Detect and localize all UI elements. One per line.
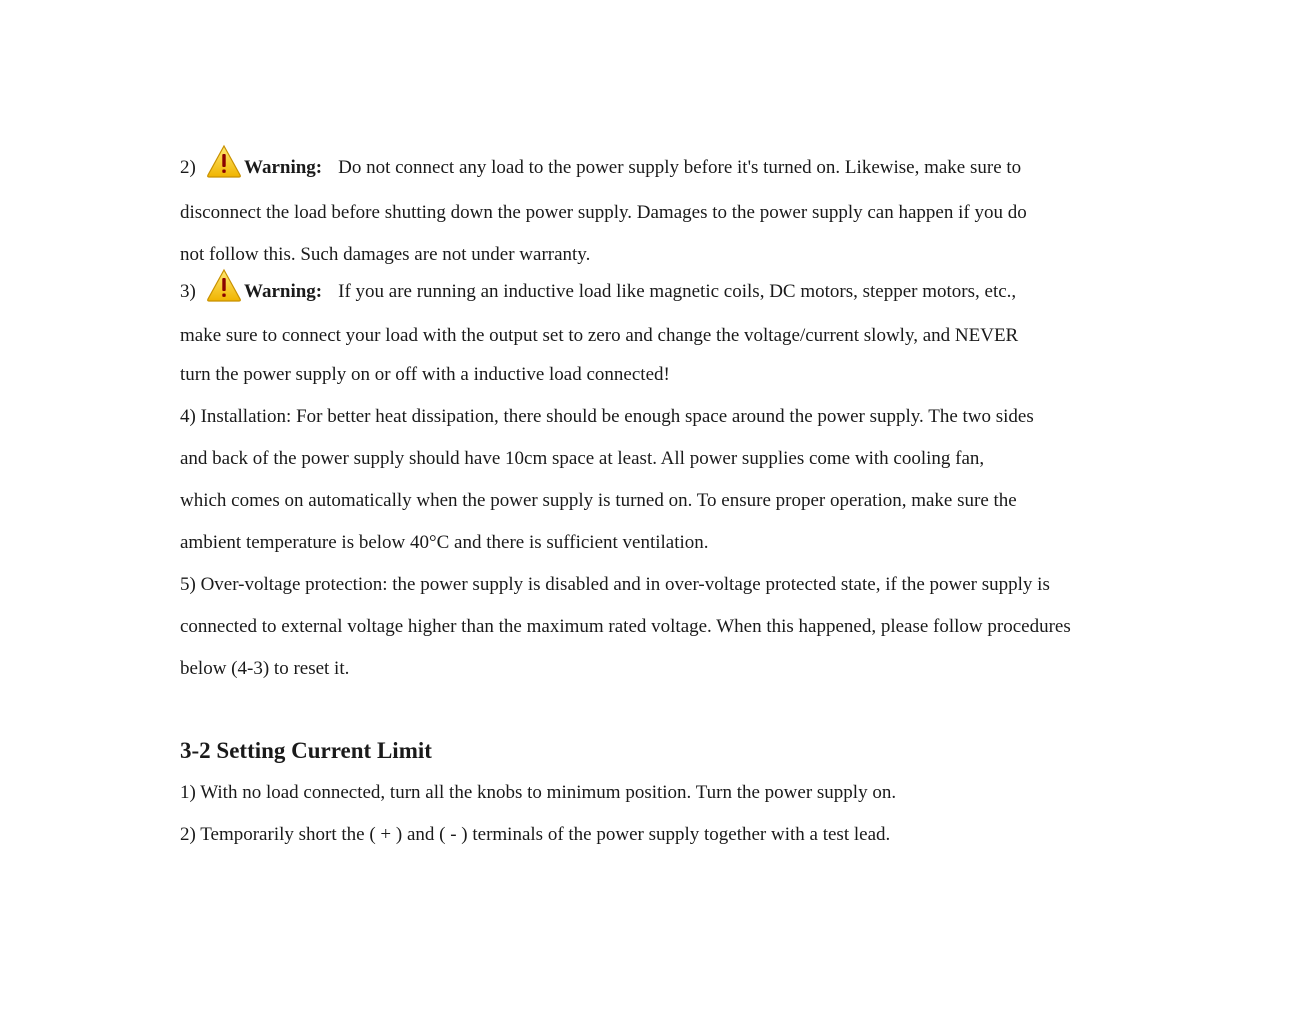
warning-triangle-icon bbox=[206, 268, 242, 302]
step-1: 1) With no load connected, turn all the knobs to minimum position. Turn the power supply on. bbox=[180, 782, 897, 803]
item3-line-3: turn the power supply on or off with a inductive load connected! bbox=[180, 364, 670, 385]
item4-line-4: ambient temperature is below 40°C and there is sufficient ventilation. bbox=[180, 532, 709, 553]
warning-triangle-icon bbox=[206, 144, 242, 178]
section-heading: 3-2 Setting Current Limit bbox=[180, 738, 432, 763]
item2-first-line bbox=[180, 146, 1021, 180]
item5-line-1: 5) Over-voltage protection: the power supply is disabled and in over-voltage protected state, if the power supply is bbox=[180, 574, 1050, 595]
item3-number: 3) bbox=[180, 281, 196, 302]
item3-warning-label: Warning: bbox=[244, 281, 323, 302]
item3-line-2: make sure to connect your load with the output set to zero and change the voltage/current slowly, and NEVER bbox=[180, 325, 1019, 346]
item2-number: 2) bbox=[180, 157, 196, 178]
item4-line-3: which comes on automatically when the power supply is turned on. To ensure proper operation, make sure the bbox=[180, 490, 1017, 511]
item3-line-1: If you are running an inductive load like magnetic coils, DC motors, stepper motors, etc., bbox=[338, 281, 1017, 302]
item2-line-1: Do not connect any load to the power supply before it's turned on. Likewise, make sure to bbox=[338, 157, 1022, 178]
item4-line-1: 4) Installation: For better heat dissipation, there should be enough space around the power supply. The two sides bbox=[180, 406, 1034, 427]
item5-line-2: connected to external voltage higher than the maximum rated voltage. When this happened, please follow procedures bbox=[180, 616, 1071, 637]
item2-line-3: not follow this. Such damages are not under warranty. bbox=[180, 244, 591, 265]
item5-line-3: below (4-3) to reset it. bbox=[180, 658, 350, 679]
item4-line-2: and back of the power supply should have 10cm space at least. All power supplies come with cooling fan, bbox=[180, 448, 985, 469]
item3-first-line bbox=[180, 270, 1016, 304]
step-2: 2) Temporarily short the ( + ) and ( - ) terminals of the power supply together with a test lead. bbox=[180, 824, 891, 845]
item2-line-2: disconnect the load before shutting down the power supply. Damages to the power supply can happen if you do bbox=[180, 202, 1027, 223]
item2-warning-label: Warning: bbox=[244, 157, 323, 178]
